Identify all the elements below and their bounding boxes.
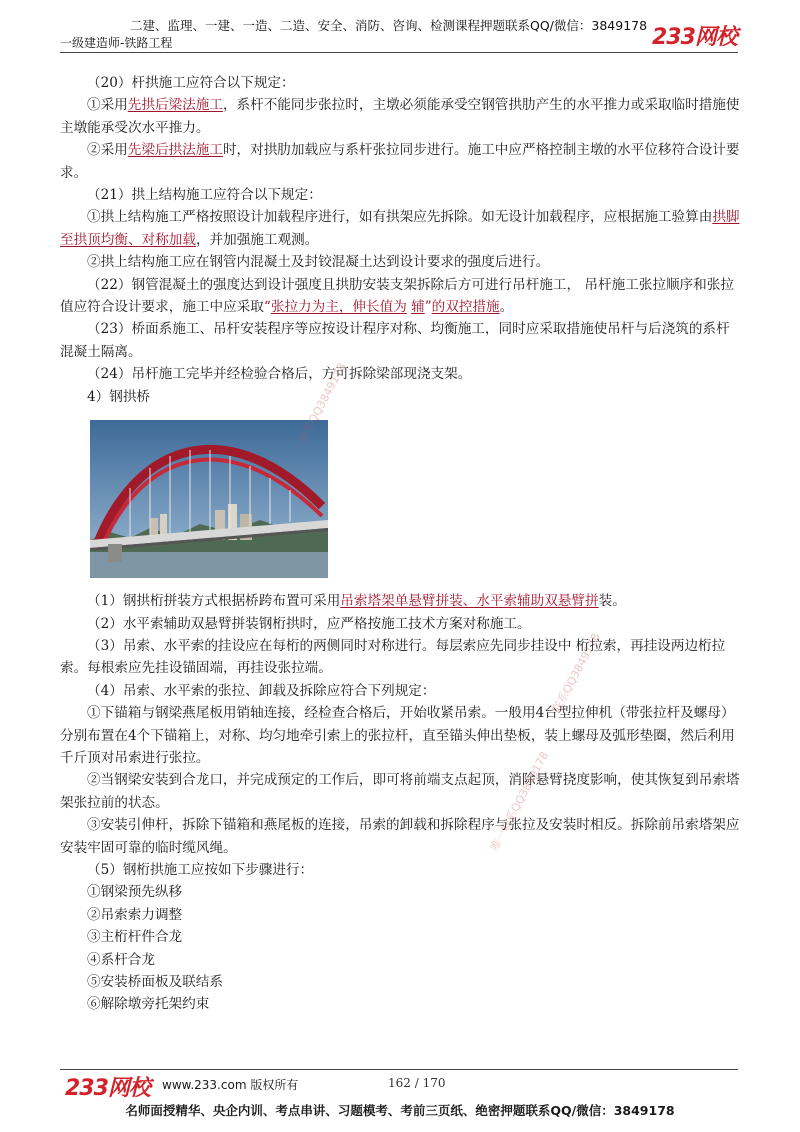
step-item: ②吊索索力调整 [87,906,183,923]
sec21-item2: ②拱上结构施工应在钢管内混凝土及封铰混凝土达到设计要求的强度后进行。 [87,254,550,271]
steel-p4-item3: ③安装引伸杆，拆除下锚箱和燕尾板的连接，吊索的卸载和拆除程序与张拉及安装时相反。拆除前吊索塔架应安装牢固可靠的临时缆风绳。 [60,817,740,856]
watermark: 联系QQ3849178 [295,360,349,446]
steel-p4-item2: ②当钢梁安装到合龙口，并完成预定的工作后，即可将前端支点起顶，消除悬臂挠度影响，使其恢复到吊索塔架张拉前的状态。 [60,772,740,811]
sec21-title: （21）拱上结构施工应符合以下规定： [87,187,322,204]
highlight-text: 张拉力为主，伸长值为 [270,299,407,316]
steel-arch-bridge-photo [90,420,328,578]
page-number: 162 / 170 [388,1076,446,1090]
highlight-text: 拱脚至拱顶均衡、对称加载 [60,209,740,248]
highlight-text: 辅 [411,299,425,316]
text-run: （1）钢拱桁拼装方式根据桥跨布置可采用 [87,593,341,610]
step-item: ③主桁杆件合龙 [87,929,183,946]
sec24-paragraph: （24）吊杆施工完毕并经检验合格后，方可拆除梁部现浇支架。 [87,366,472,383]
text-run: ，系杆不能同步张拉时，主墩必须能承受空钢管拱肋产生的水平推力或采取临时措施使主墩能承受次水平推力。 [60,97,740,136]
steel-arch-heading: 4）钢拱桥 [87,388,151,405]
steel-p4-item1: ①下锚箱与钢梁燕尾板用销轴连接，经检查合格后，开始收紧吊索。一般用4台型拉伸机（带张拉杆及螺母）分别布置在4个下锚箱上，对称、均匀地牵引索上的张拉杆，直至锚头伸出垫板，装上螺母及弧形垫圈，然后利用千斤顶对吊索进行张拉。 [60,705,735,766]
sec20-title: （20）杆拱施工应符合以下规定： [87,75,295,91]
quote-mark: ” [424,299,432,316]
text-run: ①采用 [87,97,128,114]
footer-logo: 233网校 [65,1076,150,1101]
step-item: ④系杆合龙 [87,951,155,968]
page-header [0,0,800,60]
text-run: ②采用 [87,142,128,159]
highlight-text: 的双控措施 [431,299,500,316]
steel-p3: （3）吊索、水平索的挂设应在每桁的两侧同时对称进行。每层索应先同步挂设中 桁拉索，再挂设两边桁拉索。每根索应先挂设锚固端，再挂设张拉端。 [60,637,726,677]
footer-divider [60,1069,738,1070]
text-run: 。 [499,299,514,316]
steel-p4: （4）吊索、水平索的张拉、卸载及拆除应符合下列规定： [87,682,436,699]
text-run: （22）钢管混凝土的强度达到设计强度且拱肋安装支架拆除后方可进行吊杆施工， 吊杆施工张拉顺序和张拉值应符合设计要求，施工中应采取 [60,276,734,316]
step-item: ⑥解除墩旁托架约束 [87,996,210,1013]
steel-p1 [60,590,742,612]
quote-mark: “ [263,299,271,316]
text-run: 装。 [598,593,626,610]
highlight-text: 吊索塔架单悬臂拼装、水平索辅助双悬臂拼 [340,593,599,610]
brand-logo: 233网校 [652,25,737,50]
highlight-text: 先拱后梁法施工 [127,97,223,114]
header-subject: 一级建造师-铁路工程 [60,36,173,50]
sec22-paragraph [60,274,742,319]
footer-tagline: 名师面授精华、央企内训、考点串讲、习题模考、考前三页纸、绝密押题联系QQ/微信：3849178 [125,1103,675,1118]
sec20-item1 [60,94,742,139]
text-run: ①拱上结构施工严格按照设计加载程序进行，如有拱架应先拆除。如无设计加载程序，应根据施工验算由 [87,209,713,226]
watermark: 唯一联系QQ3849178 [487,749,552,854]
step-item: ⑤安装桥面板及联结系 [87,974,223,990]
steel-p5: （5）钢桁拱施工应按如下步骤进行： [87,861,314,878]
sec20-item2 [60,139,742,184]
header-divider [60,52,738,53]
watermark: 联系QQ3849178 [549,630,603,716]
step-item: ①钢梁预先纵移 [87,884,183,901]
footer-copyright: www.233.com 版权所有 [162,1078,299,1092]
text-run: 时，对拱肋加载应与系杆张拉同步进行。施工中应严格控制主墩的水平位移符合设计要求。 [60,142,740,181]
sec23-paragraph: （23）桥面系施工、吊杆安装程序等应按设计程序对称、均衡施工，同时应采取措施使吊杆与后浇筑的系杆混凝土隔离。 [60,321,730,360]
text-run: ，并加强施工观测。 [195,231,319,248]
header-promo: 二建、监理、一建、一造、二造、安全、消防、咨询、检测课程押题联系QQ/微信：3849178 [130,18,648,33]
highlight-text: 先梁后拱法施工 [127,142,223,159]
sec21-item1 [60,206,742,251]
steel-p2: （2）水平索辅助双悬臂拼装钢桁拱时，应严格按施工技术方案对称施工。 [87,615,531,632]
